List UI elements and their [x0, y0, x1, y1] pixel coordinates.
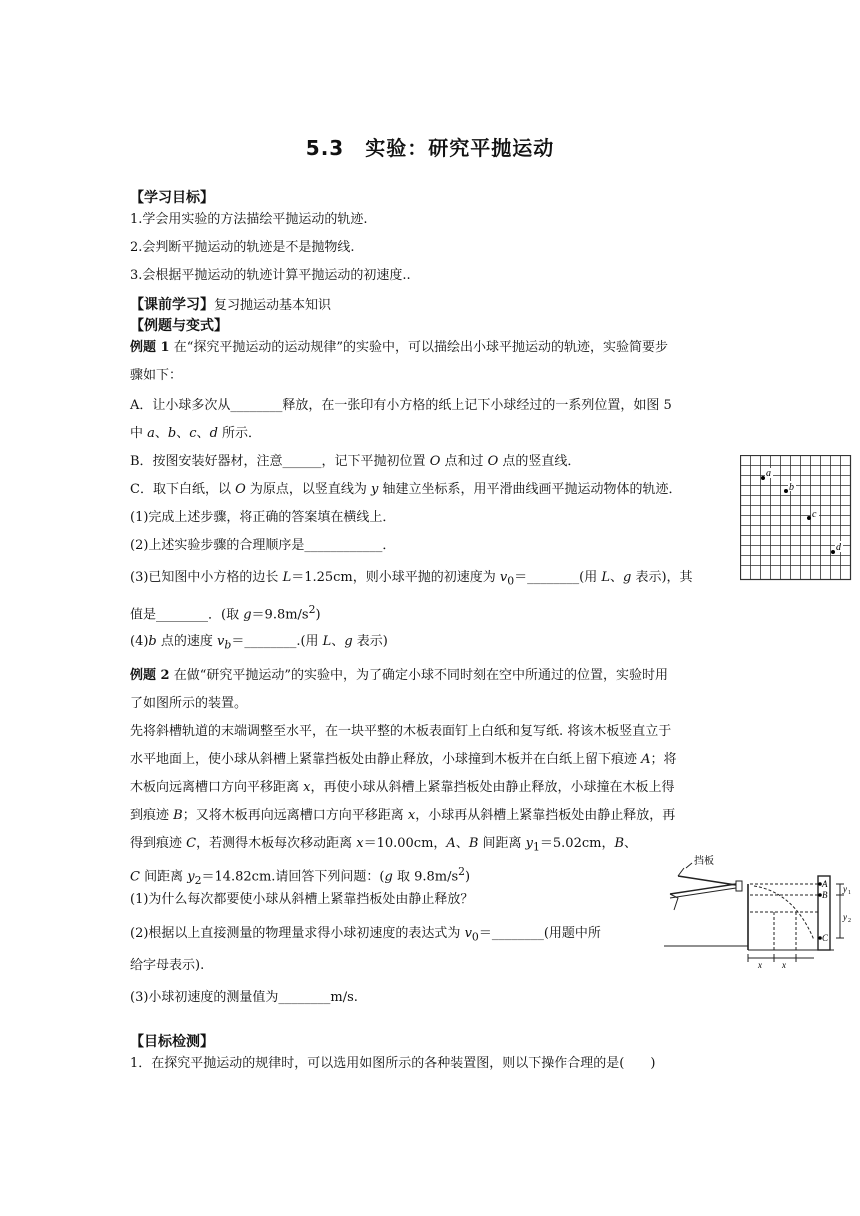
- text: b: [167, 426, 177, 441]
- label-x2: x: [782, 960, 786, 970]
- text: ；将: [650, 752, 677, 767]
- label-c: c: [812, 509, 817, 520]
- ex2-line: 了如图所示的装置。: [130, 696, 248, 711]
- preclass-heading: 【课前学习】: [130, 297, 214, 313]
- ex2-text: 在做“研究平抛运动”的实验中，为了确定小球不同时刻在空中所通过的位置，实验时用: [173, 668, 669, 683]
- text: x: [407, 808, 416, 823]
- ex2-line: [130, 780, 675, 796]
- text: A: [641, 752, 651, 767]
- ex2-question: (3)小球初速度的测量值为________m/s.: [130, 990, 358, 1005]
- text: v: [464, 926, 472, 941]
- ramp-upper: [678, 876, 736, 885]
- label-y2: y: [843, 912, 847, 922]
- text: 、: [196, 426, 210, 441]
- text: ，再使小球从斜槽上紧靠挡板处由静止释放，小球撞在木板上得: [310, 780, 675, 795]
- text: y: [525, 836, 533, 851]
- label-b: b: [789, 482, 794, 493]
- text: ＝________(用: [514, 570, 602, 585]
- text: 所示．: [217, 426, 262, 441]
- text: (3)已知图中小方格的边长: [130, 570, 283, 585]
- text: ＝9.8m/s: [251, 607, 309, 623]
- text: C: [186, 836, 197, 851]
- board-positions: [774, 912, 796, 950]
- ex1-question: [130, 570, 693, 590]
- ex1-step-c: [130, 482, 682, 498]
- check-question: 1．在探究平抛运动的规律时，可以选用如图所示的各种装置图，则以下操作合理的是( ): [130, 1056, 656, 1071]
- text: ): [465, 869, 471, 885]
- text: B: [614, 836, 625, 851]
- text: 间距离: [139, 869, 188, 885]
- label-A: A: [822, 879, 828, 889]
- text: L: [282, 570, 292, 585]
- label-y1: y: [843, 884, 847, 894]
- text: y: [187, 869, 195, 885]
- text: L: [322, 634, 332, 649]
- baffle-pointer: [686, 863, 692, 868]
- point-a: [761, 476, 765, 480]
- text: d: [209, 426, 218, 441]
- objective-item: 2.会判断平抛运动的轨迹是不是抛物线.: [130, 240, 355, 255]
- text: x: [303, 780, 311, 795]
- text: (2)根据以上直接测量的物理量求得小球初速度的表达式为: [130, 926, 465, 941]
- text: b: [148, 634, 157, 649]
- objective-item: 1.学会用实验的方法描绘平抛运动的轨迹.: [130, 212, 368, 227]
- text: L: [601, 570, 610, 585]
- text: 、: [624, 836, 638, 851]
- grid-labels: [765, 468, 843, 553]
- text: v: [217, 634, 225, 649]
- text: B: [468, 836, 479, 851]
- text: C．取下白纸，以: [130, 482, 236, 497]
- text: g: [384, 869, 393, 885]
- grid-figure: [740, 455, 852, 581]
- ex1-text: 在“探究平抛运动的运动规律”的实验中，可以描绘出小球平抛运动的轨迹，实验简要步: [173, 340, 669, 355]
- ex2-question: (1)为什么每次都要使小球从斜槽上紧靠挡板处由静止释放？: [130, 892, 474, 907]
- ex1-label: 例题 1: [130, 340, 170, 355]
- ex2-question: 给字母表示).: [130, 958, 205, 973]
- text: 得到痕迹: [130, 836, 187, 851]
- text: C: [130, 869, 140, 885]
- text: 、: [610, 570, 624, 585]
- ex1-question: (1)完成上述步骤，将正确的答案填在横线上．: [130, 510, 396, 525]
- ex2-line: [130, 808, 675, 824]
- text: 中: [130, 426, 148, 441]
- baffle: [678, 868, 684, 876]
- text: 2: [308, 603, 316, 616]
- ex2-line: [130, 668, 668, 684]
- ramp-support: [670, 894, 678, 910]
- point-c: [807, 516, 811, 520]
- text: 、: [176, 426, 190, 441]
- ex2-label: 例题 2: [130, 668, 170, 683]
- text: 木板向远离槽口方向平移距离: [130, 780, 304, 795]
- objectives-heading: 【学习目标】: [130, 190, 214, 206]
- objective-item: 3.会根据平抛运动的轨迹计算平抛运动的初速度..: [130, 268, 411, 283]
- text: ＝________(用题中所: [478, 926, 601, 941]
- text: 0: [471, 930, 479, 944]
- ex1-question: [130, 602, 321, 623]
- label-C: C: [822, 933, 829, 943]
- text: A: [446, 836, 456, 851]
- text: ，若测得木板每次移动距离: [196, 836, 357, 851]
- text: B: [173, 808, 183, 823]
- ex1-line: 骤如下：: [130, 368, 183, 383]
- text: ＝1.25cm，则小球平抛的初速度为: [291, 570, 500, 585]
- text: O: [235, 482, 246, 497]
- text: c: [189, 426, 197, 441]
- apparatus-lines: [664, 863, 844, 962]
- ex1-step-a: A．让小球多次从________释放，在一张印有小方格的纸上记下小球经过的一系列位置，如图 5: [130, 398, 672, 413]
- text: g: [344, 634, 353, 649]
- text: x: [356, 836, 364, 851]
- text: 点的竖直线．: [498, 454, 581, 469]
- ex1-question: (2)上述实验步骤的合理顺序是____________．: [130, 538, 396, 553]
- grid-path: [741, 456, 851, 580]
- text: 点和过: [440, 454, 488, 469]
- ex2-line: [130, 864, 470, 889]
- text: ＝10.00cm，: [363, 836, 447, 851]
- text: ，小球再从斜槽上紧靠挡板处由静止释放，再: [415, 808, 676, 823]
- ex1-question: [130, 634, 388, 654]
- text: 1: [533, 840, 540, 854]
- text: v: [499, 570, 508, 585]
- text: 表示)，其: [631, 570, 693, 585]
- ex2-question: [130, 926, 601, 946]
- ex1-step-b: [130, 454, 580, 470]
- text: ＝14.82cm.请回答下列问题：(: [201, 869, 385, 885]
- text: 0: [507, 574, 515, 588]
- text: 、: [331, 634, 345, 649]
- text: a: [147, 426, 155, 441]
- label-B: B: [822, 890, 828, 900]
- trajectory: [754, 886, 814, 940]
- apparatus-figure: [664, 854, 854, 970]
- ex2-line: 先将斜槽轨道的末端调整至水平，在一块平整的木板表面钉上白纸和复写纸. 将该木板竖直立于: [130, 724, 672, 739]
- point-b: [784, 489, 788, 493]
- text: ＝________.(用: [231, 634, 323, 649]
- label-x1: x: [758, 960, 762, 970]
- preclass-text: 复习抛运动基本知识: [214, 298, 332, 313]
- text: 、: [154, 426, 168, 441]
- grid-points: [761, 476, 835, 554]
- ex2-line: [130, 836, 637, 856]
- text: 水平地面上，使小球从斜槽上紧靠挡板处由静止释放，小球撞到木板并在白纸上留下痕迹: [130, 752, 642, 767]
- text: O: [487, 454, 499, 469]
- text: 轴建立坐标系，用平滑曲线画平抛运动物体的轨迹．: [378, 482, 682, 497]
- label-d: d: [836, 542, 841, 553]
- ex1-line: [130, 426, 261, 442]
- grid-lines: [741, 456, 851, 580]
- text: 2: [458, 865, 466, 878]
- text: 表示): [352, 634, 388, 649]
- text: y: [371, 482, 379, 497]
- text: g: [243, 607, 252, 623]
- grid-border: [741, 456, 851, 580]
- text: ): [315, 607, 321, 623]
- baffle-label: 挡板: [694, 856, 714, 867]
- text: 间距离: [478, 836, 526, 851]
- preclass-line: [130, 297, 331, 314]
- text: 值是________．(取: [130, 607, 244, 623]
- text: g: [623, 570, 632, 585]
- ex2-line: [130, 752, 677, 768]
- text: 到痕迹: [130, 808, 174, 823]
- page-title: 5.3 实验：研究平抛运动: [305, 136, 555, 160]
- text: 取 9.8m/s: [392, 869, 459, 885]
- label-y1-sub: 1: [848, 890, 851, 896]
- text: (4): [130, 634, 149, 649]
- text: 点的速度: [156, 634, 218, 649]
- check-heading: 【目标检测】: [130, 1034, 214, 1050]
- text: b: [224, 638, 232, 652]
- text: 为原点，以竖直线为: [245, 482, 372, 497]
- text: O: [429, 454, 441, 469]
- point-d: [831, 550, 835, 554]
- label-a: a: [766, 468, 771, 479]
- text: B．按图安装好器材，注意______，记下平抛初位置: [130, 454, 430, 469]
- examples-heading: 【例题与变式】: [130, 318, 228, 334]
- ex1-line: [130, 340, 668, 356]
- slot-end: [736, 881, 742, 891]
- text: 2: [194, 873, 202, 887]
- text: ＝5.02cm，: [539, 836, 615, 851]
- text: ；又将木板再向远离槽口方向平移距离: [182, 808, 408, 823]
- label-y2-sub: 2: [848, 918, 851, 924]
- text: 、: [455, 836, 469, 851]
